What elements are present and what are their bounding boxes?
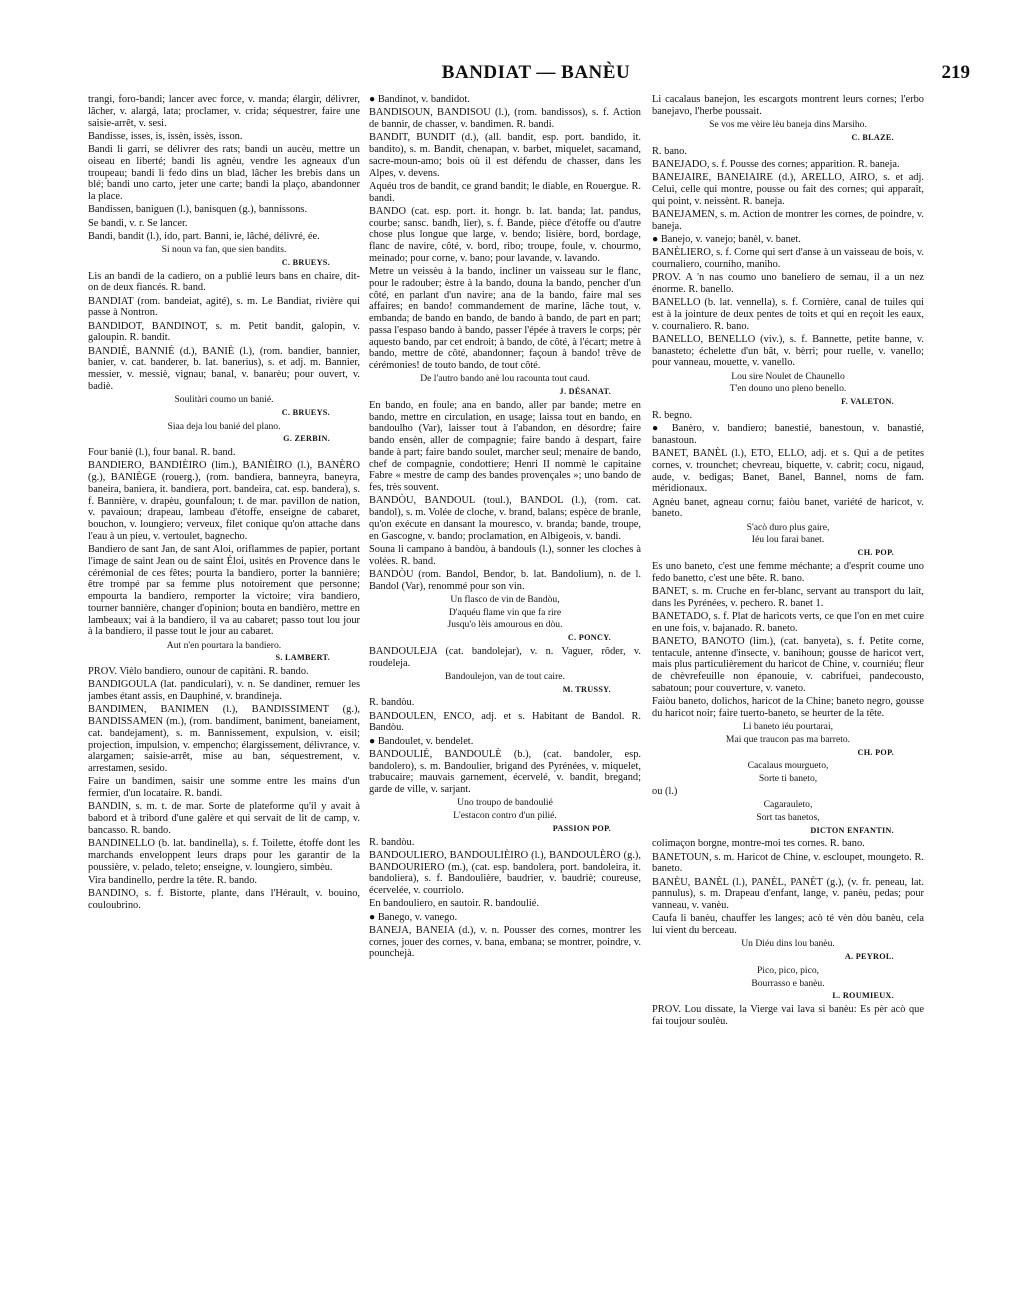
dictionary-entry: PROV. Lou dissate, la Vierge vai lava si banèu: Es pèr acò que fai toujour soulèu. — [652, 1004, 924, 1027]
dictionary-entry: BANDOULEN, ENCO, adj. et s. Habitant de Bandol. R. Bandòu. — [369, 710, 641, 734]
dictionary-entry: ● Bandinot, v. bandidot. — [369, 94, 470, 105]
dictionary-entry: ou (l.) — [652, 785, 678, 797]
citation-line: Siaa deja lou banié del plano. — [167, 420, 281, 432]
dictionary-entry: PROV. Vièlo bandiero, ounour de capitàni. R. bando. — [88, 666, 309, 677]
citation-line: Sort tas banetos, — [756, 811, 820, 823]
dictionary-entry: BANETADO, s. f. Plat de haricots verts, ce que l'on en met cuire en une fois, v. bajanado. R. baneto. — [652, 610, 924, 634]
dictionary-entry: Agnèu banet, agneau cornu; faiòu banet, variété de haricot, v. baneto. — [652, 496, 924, 520]
dictionary-entry: Bandiero de sant Jan, de sant Aloi, oriflammes de papier, portant l'image de saint Jean ou de saint Éloi, usités en Provence dans le cérémonial de ces fêtes; pourta la bandiero, porter la bannière; être trompé par sa femme plus notoirement que personne; empourta la bandiero, remporter la victoire; vira bandiero, tourner bannière, changer d'opinion; bouta en bandièro, mettre en lambeaux; vai à la bandiero, il va au cabaret; passo tout lou jour à la bandiero, il passe tout le jour au cabaret. — [88, 544, 360, 638]
citation-line: D'aquéu flame vin que fa rire — [448, 606, 562, 618]
citation-line: Cagarauleto, — [763, 799, 813, 810]
dictionary-entry: BANDIERO, BANDIÈIRO (lim.), BANIÈIRO (l.), BANÈRO (g.), BANIÈGE (rouerg.), (rom. bandiera, banneyra, baneyra, baneira, baniera, it. bandiera, port. bandeira, cat. esp. bandera), s. f. Bannière, v. drapèu, gounfaloun; t. de mar. pavillon de nation, v. pavaioun; drapeau, lambeau d'étoffe, enseigne de cabaret, bouchon, v. loungiero; verveux, filet conique qu'on attache dans l'eau à un pieu, v. vertoulet, bagnecho. — [88, 460, 360, 542]
citation-line: Bourrasso e banèu. — [751, 977, 825, 989]
citation-line: Lou sire Noulet de Chaunello — [731, 370, 845, 382]
column-left — [88, 94, 360, 1284]
dictionary-entry: Faiòu baneto, dolichos, haricot de la Chine; baneto negro, gousse du haricot noir; faire tuerto-baneto, se heurter de la tête. — [652, 696, 924, 719]
dictionary-entry: Bandisse, isses, is, issèn, issès, isson. — [88, 130, 243, 142]
dictionary-entry: BANDINELLO (b. lat. bandinella), s. f. Toilette, étoffe dont les marchands enveloppent leurs draps pour les garantir de la poussière, v. pelado, teleto; enseigne, v. loungiero, simbèu. — [88, 838, 360, 873]
dictionary-entry: BANDIMEN, BANIMEN (l.), BANDISSIMENT (g.), BANDISSAMEN (m.), (rom. bandiment, baniment, baneiament, cat. bandejament), s. m. Bannissement, expulsion, v. eisil; projection, impulsion, v. empencho; élargissement, délivrance, v. alargamen; saisie-arrêt, mise au ban, séquestrement, v. arrestamen, sesido. — [88, 704, 360, 774]
dictionary-entry: Vira bandinello, perdre la tête. R. bando. — [88, 874, 258, 886]
dictionary-entry: trangi, foro-bandi; lancer avec force, v. manda; élargir, délivrer, lâcher, v. alargá, lata; proclamer, v. crida; séquestrer, faire une saisie-arrêt, v. sesi. — [88, 94, 360, 129]
dictionary-entry: BANDOULEJA (cat. bandolejar), v. n. Vaguer, rôder, v. roudeleja. — [369, 645, 641, 669]
citation-source: M. TRUSSY. — [562, 684, 611, 694]
dictionary-entry: Metre un veissèu à la bando, incliner un vaisseau sur le flanc, pour le radouber; èstre à la bando, douna la bando, pencher d'un côté, en parlant d'un navire; ana de la bando, faire mal ses affaires; en bando! commandement de marine, lâche tout, v. embanda; de bando en bando, de bando à bando, de part en part; passa l'espaso bando à bando, passer l'épée à travers le corps; pèr aquesto bando, par cet endroit; à bando, de côté, à l'écart; metre à bando, mettre de côté, abandonner; façoun à bando! trêve de cérémonies! de touto bando, de tout côté. — [369, 266, 641, 371]
citation-source: C. BLAZE. — [851, 132, 894, 142]
dictionary-entry: BANDO (cat. esp. port. it. hongr. b. lat. banda; lat. pandus, courbe; sansc. bandh, lier), s. f. Bande, pièce d'étoffe ou d'autre chose plus longue que large, v. bendo; lisière, bord, bordage, flanc de navire, côté, v. bord, ribo; troupe, foule, v. chourmo, meinado; pour corne, v. bano; pour lavande, v. lavando. — [369, 205, 641, 264]
dictionary-entry: R. bano. — [652, 145, 687, 157]
citation-line: Jusqu'o lèis amourous en dòu. — [447, 619, 563, 631]
dictionary-entry: Bandi, bandit (l.), ido, part. Banni, ie, lâché, délivré, ée. — [88, 230, 320, 242]
citation-source: F. VALETON. — [841, 397, 894, 406]
dictionary-entry: BANDIN, s. m. t. de mar. Sorte de plateforme qu'il y avait à babord et à tribord d'une galère et qui servait de lit de camp, v. bancasso. R. bando. — [88, 801, 360, 836]
dictionary-entry: BANELLO, BENELLO (viv.), s. f. Bannette, petite banne, v. banasteto; échelette d'un bât, v. bèrri; pour ruelle, v. vanello; pour vanneau, mouette, v. vanello. — [652, 333, 924, 369]
dictionary-entry: Bandi li garri, se délivrer des rats; bandi un aucèu, mettre un oiseau en liberté; bandi lis agnèu, vendre les agneaux d'un troupeau; bandi li fedo dins un blad, lâcher les brebis dans un blé; bandi uno carto, jeter une carte; bandi la plaço, abandonner la place. — [88, 144, 360, 202]
dictionary-entry: En bando, en foule; ana en bando, aller par bande; metre en bando, mettre en circulation, en usage; laissa tout en bando, en bandoulho (Var), laisser tout à l'abandon, en désordre; faire bando ensèn, aller de compagnie; faire bando à despart, faire bande à part; faire bando soulet, marcher seul; menaire de bando, chef de compagnie, condottiere; Henri II nommè le capitaine Fabre « mestre de camp des bandes provençales »; uno bando de fes, très souvent. — [369, 399, 641, 493]
dictionary-entry: ● Bandoulet, v. bendelet. — [369, 735, 474, 747]
dictionary-entry: Aquéu tros de bandit, ce grand bandit; le diable, en Rouergue. R. bandi. — [369, 180, 641, 204]
column-right — [652, 94, 924, 1284]
dictionary-entry: R. bandòu. — [369, 836, 415, 848]
dictionary-entry: BANÈLIERO, s. f. Corne qui sert d'anse à un vaisseau de bois, v. cournaliero, courniho, maniho. — [652, 247, 924, 270]
citation-line: Un flasco de vin de Bandòu, — [450, 593, 560, 605]
dictionary-entry: BANDIT, BUNDIT (d.), (all. bandit, esp. port. bandido, it. bandito), s. m. Bandit, chenapan, v. barbet, miquelet, sacamand, sacre-moun-amo; bois où il est défendu de chasser, dans les Alpes, v. devens. — [369, 132, 641, 179]
dictionary-entry: Es uno baneto, c'est une femme méchante; a d'esprit coume uno fedo banetto, c'est une bête. R. bano. — [652, 560, 924, 584]
dictionary-entry: ● Banego, v. vanego. — [369, 911, 458, 923]
dictionary-entry: BANDIGOULA (lat. pandiculari), v. n. Se dandiner, remuer les jambes étant assis, en Dauphiné, v. brandineja. — [88, 679, 360, 702]
dictionary-entry: BANDOULIERO, BANDOULIÈIRO (l.), BANDOULÈRO (g.), BANDOURIERO (m.), (cat. esp. bandolera, port. bandoleira, it. bandoliera), s. f. Bandoulière, baudrier, v. baudriè; coureuse, écervelée, v. courriolo. — [369, 849, 641, 896]
dictionary-entry: En bandouliero, en sautoir. R. bandoulié. — [369, 898, 539, 910]
dictionary-entry: BANEJAMEN, s. m. Action de montrer les cornes, de poindre, v. baneja. — [652, 208, 924, 232]
citation-line: De l'autro bando anè lou racounta tout caud. — [420, 373, 590, 385]
citation-line: S'acò duro plus gaire, — [746, 521, 830, 533]
dictionary-entry: ● Banèro, v. bandiero; banestié, banestoun, v. banastié, banastoun. — [652, 423, 924, 446]
citation-line: T'en douno uno pleno benello. — [729, 383, 847, 395]
dictionary-entry: BANEJAIRE, BANEIAIRE (d.), ARELLO, AIRO, s. et adj. Celui, celle qui montre, pousse ou fait des cornes; qui apparaît, qui point, v. neissènt. R. baneja. — [652, 172, 924, 207]
citation-source: J. DÉSANAT. — [559, 387, 611, 396]
dictionary-entry: BANETO, BANOTO (lim.), (cat. banyeta), s. f. Petite corne, tentacule, antenne d'insecte, v. banihoun; gousse de haricot vert, mais plus particulièrement du haricot de Chine, v. courniéu; fleur de chèvrefeuille non épanouie, v. cabrifuei, pandecousto, sabatoun; pour couverture, v. vaneto. — [652, 635, 924, 694]
citation-source: DICTON ENFANTIN. — [810, 825, 894, 835]
dictionary-entry: BANDÒU, BANDOUL (toul.), BANDOL (l.), (rom. cat. bandol), s. m. Volée de cloche, v. brand, balans; espèce de branle, qu'on exécute en dansant la mouresco, v. branda; bande, troupe, en Gascogne, v. bando; proclamation, en Albigeois, v. bandi. — [369, 495, 641, 542]
dictionary-entry: BANDIÉ, BANNIÉ (d.), BANIÈ (l.), (rom. bandier, bannier, banier, v. cat. banderer, b. lat. banerius), s. et adj. m. Bannier, messier, v. messiè, vignau; banal, v. banarèu; pour ouvert, v. badiè. — [88, 345, 360, 392]
citation-source: CH. POP. — [857, 548, 894, 557]
dictionary-entry: BANEJADO, s. f. Pousse des cornes; apparition. R. baneja. — [652, 158, 900, 170]
dictionary-entry: BANET, BANÈL (l.), ETO, ELLO, adj. et s. Qui a de petites cornes, v. trounchet; chevreau, biquette, v. cabrit; cocu, nigaud, aude, v. bedigas; Banet, Banel, Bannel, noms de fam. méridionaux. — [652, 448, 924, 495]
dictionary-entry: ● Banejo, v. vanejo; banèl, v. banet. — [652, 233, 801, 245]
dictionary-entry: Bandissen, baniguen (l.), banisquen (g.), bannissons. — [88, 204, 308, 216]
dictionary-entry: BANELLO (b. lat. vennella), s. f. Cornière, canal de tuiles qui est à la jointure de deux pentes de toits et qui en reçoit les eaux, v. cournaliero. R. bano. — [652, 297, 924, 332]
citation-line: Pico, pico, pico, — [756, 964, 820, 976]
citation-line: Uno troupo de bandoulié — [457, 797, 553, 809]
citation-line: Mai que traucon pas ma barreto. — [725, 733, 851, 745]
citation-source: G. ZERBIN. — [283, 434, 330, 444]
dictionary-entry: R. bandòu. — [369, 697, 415, 709]
dictionary-entry: R. begno. — [652, 409, 693, 421]
dictionary-entry: Caufa li banèu, chauffer les langes; acò té vèn dòu banèu, cela lui vient du berceau. — [652, 913, 924, 936]
citation-line: Bandoulejon, van de tout caire. — [445, 670, 565, 682]
page-header — [88, 62, 984, 86]
citation-line: Si noun va fan, que sien bandits. — [161, 244, 287, 255]
dictionary-entry: BANEJA, BANEIA (d.), v. n. Pousser des cornes, montrer les cornes, jouer des cornes, v. bana, embana; se montrer, poindre, v. pounchejà. — [369, 924, 641, 960]
citation-line: Se vos me vèire lèu baneja dins Marsiho. — [709, 119, 867, 130]
citation-line: Li baneto iéu pourtarai, — [742, 721, 834, 732]
citation-line: Iéu lou farai banet. — [751, 534, 825, 546]
dictionary-entry: PROV. A 'n nas coumo uno baneliero de semau, il a un nez énorme. R. banello. — [652, 272, 924, 295]
dictionary-entry: BANDÒU (rom. Bandol, Bendor, b. lat. Bandolium), n. de l. Bandol (Var), renommé pour son vin. — [369, 568, 641, 592]
dictionary-entry: Souna li campano à bandòu, à bandouls (l.), sonner les cloches à volées. R. band. — [369, 543, 641, 567]
dictionary-entry: BANDIDOT, BANDINOT, s. m. Petit bandit, galopin, v. galoupin. R. bandit. — [88, 320, 360, 344]
page-number: 219 — [941, 62, 970, 83]
dictionary-entry: BANET, s. m. Cruche en fer-blanc, servant au transport du lait, dans les Pyrénées, v. pechero. R. banet 1. — [652, 585, 924, 609]
dictionary-entry: BANDIAT (rom. bandeiat, agité), s. m. Le Bandiat, rivière qui passe à Nontron. — [88, 295, 360, 319]
citation-source: L. ROUMIEUX. — [832, 991, 894, 1001]
dictionary-entry: Se bandi, v. r. Se lancer. — [88, 217, 188, 229]
citation-source: A. PEYROL. — [844, 952, 894, 961]
citation-line: L'estacon contro d'un pilié. — [453, 810, 557, 821]
citation-source: PASSION POP. — [552, 823, 611, 833]
dictionary-entry: Li cacalaus banejon, les escargots montrent leurs cornes; l'erbo banejavo, l'herbe poussait. — [652, 94, 924, 117]
dictionary-entry: BANDISOUN, BANDISOU (l.), (rom. bandissos), s. f. Action de bannir, de chasser, v. bandimen. R. bandi. — [369, 107, 641, 130]
dictionary-entry: BANÈU, BANÈL (l.), PANÈL, PANÈT (g.), (v. fr. peneau, lat. pannulus), s. m. Drapeau d'enfant, lange, v. panèu, pedas; pour vanneau, v. vanèu. — [652, 876, 924, 911]
dictionary-entry: Faire un bandimen, saisir une somme entre les mains d'un fermier, d'un locataire. R. bandi. — [88, 776, 360, 799]
citation-source: C. BRUEYS. — [281, 407, 330, 417]
dictionary-entry: BANETOUN, s. m. Haricot de Chine, v. escloupet, moungeto. R. baneto. — [652, 851, 924, 875]
column-middle — [369, 94, 641, 1284]
citation-source: C. PONCY. — [567, 633, 611, 642]
dictionary-entry: BANDOULIÉ, BANDOULÈ (b.), (cat. bandoler, esp. bandolero), s. m. Bandoulier, brigand des Pyrénées, v. miquelet, trabucaire; mauvais garnement, écervelé, v. bandit, bregand; garde de ville, v. sarjant. — [369, 748, 641, 795]
citation-line: Soulitàri coumo un banié. — [174, 394, 274, 405]
dictionary-entry: colimaçon borgne, montre-moi tes cornes. R. bano. — [652, 838, 865, 850]
citation-source: S. LAMBERT. — [275, 653, 330, 663]
page-title: BANDIAT — BANÈU — [441, 62, 631, 83]
citation-source: CH. POP. — [857, 747, 894, 757]
citation-line: Un Diéu dins lou banèu. — [741, 938, 835, 950]
citation-line: Aut n'en pourtara la bandiero. — [166, 639, 282, 651]
dictionary-entry: BANDINO, s. f. Bistorte, plante, dans l'Hérault, v. bouino, couloubrino. — [88, 888, 360, 911]
citation-line: Cacalaus mourgueto, — [747, 760, 829, 772]
citation-source: C. BRUEYS. — [281, 257, 330, 267]
dictionary-entry: Four baniè (l.), four banal. R. band. — [88, 447, 236, 458]
citation-line: Sorte ti baneto, — [758, 773, 818, 784]
dictionary-entry: Lis an bandi de la cadiero, on a publié leurs bans en chaire, dit-on de deux fiancés. R. band. — [88, 270, 360, 294]
